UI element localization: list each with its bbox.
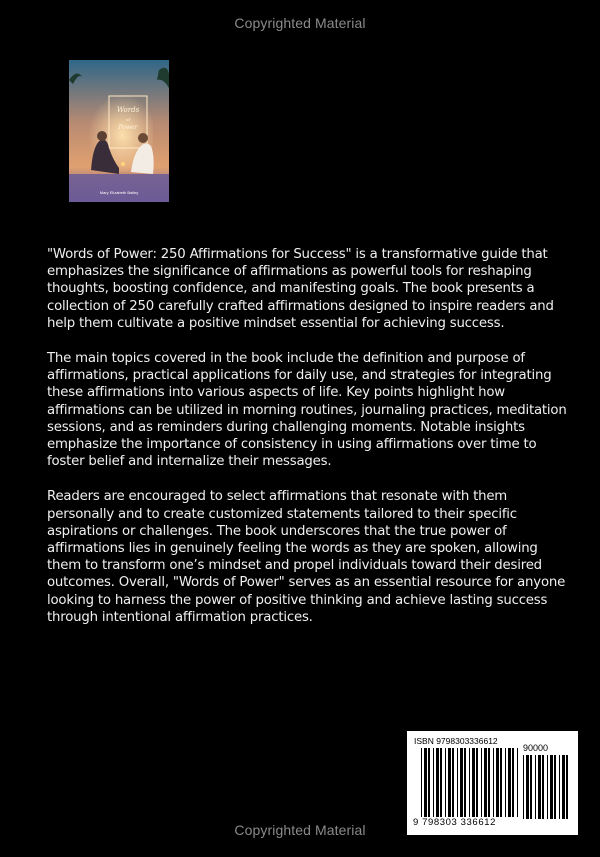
copyright-watermark-bottom: Copyrighted Material <box>234 822 366 838</box>
barcode-price-code: 90000 <box>523 743 549 753</box>
svg-text:Power: Power <box>118 124 138 131</box>
description-paragraph-1: "Words of Power: 250 Affirmations for Success" is a transformative guide that emphasizes the significance of affirmations as powerful tools for reshaping thoughts, boosting confidence, and manifesting goals. The book presents a collection of 250 carefully crafted affirmations designed to inspire readers and help them cultivate a positive mindset essential for achieving success. <box>47 247 554 331</box>
copyright-watermark-top: Copyrighted Material <box>234 15 366 31</box>
isbn-barcode <box>407 731 578 835</box>
cover-illustration <box>69 60 169 202</box>
description-paragraph-2: The main topics covered in the book include the definition and purpose of affirmations, practical applications for daily use, and strategies for integrating these affirmations into various aspects of life. Key points highlight how affirmations can be utilized in morning routines, journaling practices, meditation sessions, and as reminders during challenging moments. Notable insights emphasize the importance of consistency in using affirmations over time to foster belief and internalize their messages. <box>47 351 567 470</box>
barcode-digits: 9 798303 336612 <box>413 817 519 828</box>
cover-title-art: Words <box>116 106 140 114</box>
book-cover-thumbnail <box>69 60 169 202</box>
cover-author-name: Mary Elizabeth Bailey <box>99 190 139 195</box>
isbn-label: ISBN 9798303336612 <box>414 736 498 746</box>
svg-text:of: of <box>126 117 130 122</box>
book-description <box>47 246 567 644</box>
description-paragraph-3: Readers are encouraged to select affirmations that resonate with them personally and to create customized statements tailored to their specific aspirations or challenges. The book underscores that the true power of affirmations lies in genuinely feeling the words as they are spoken, allowing them to transform one’s mindset and propel individuals toward their desired outcomes. Overall, "Words of Power" serves as an essential resource for anyone looking to harness the power of positive thinking and achieve lasting success through intentional affirmation practices. <box>47 489 566 625</box>
ean-barcode-bars <box>421 748 519 820</box>
addon-barcode-bars <box>523 755 571 819</box>
